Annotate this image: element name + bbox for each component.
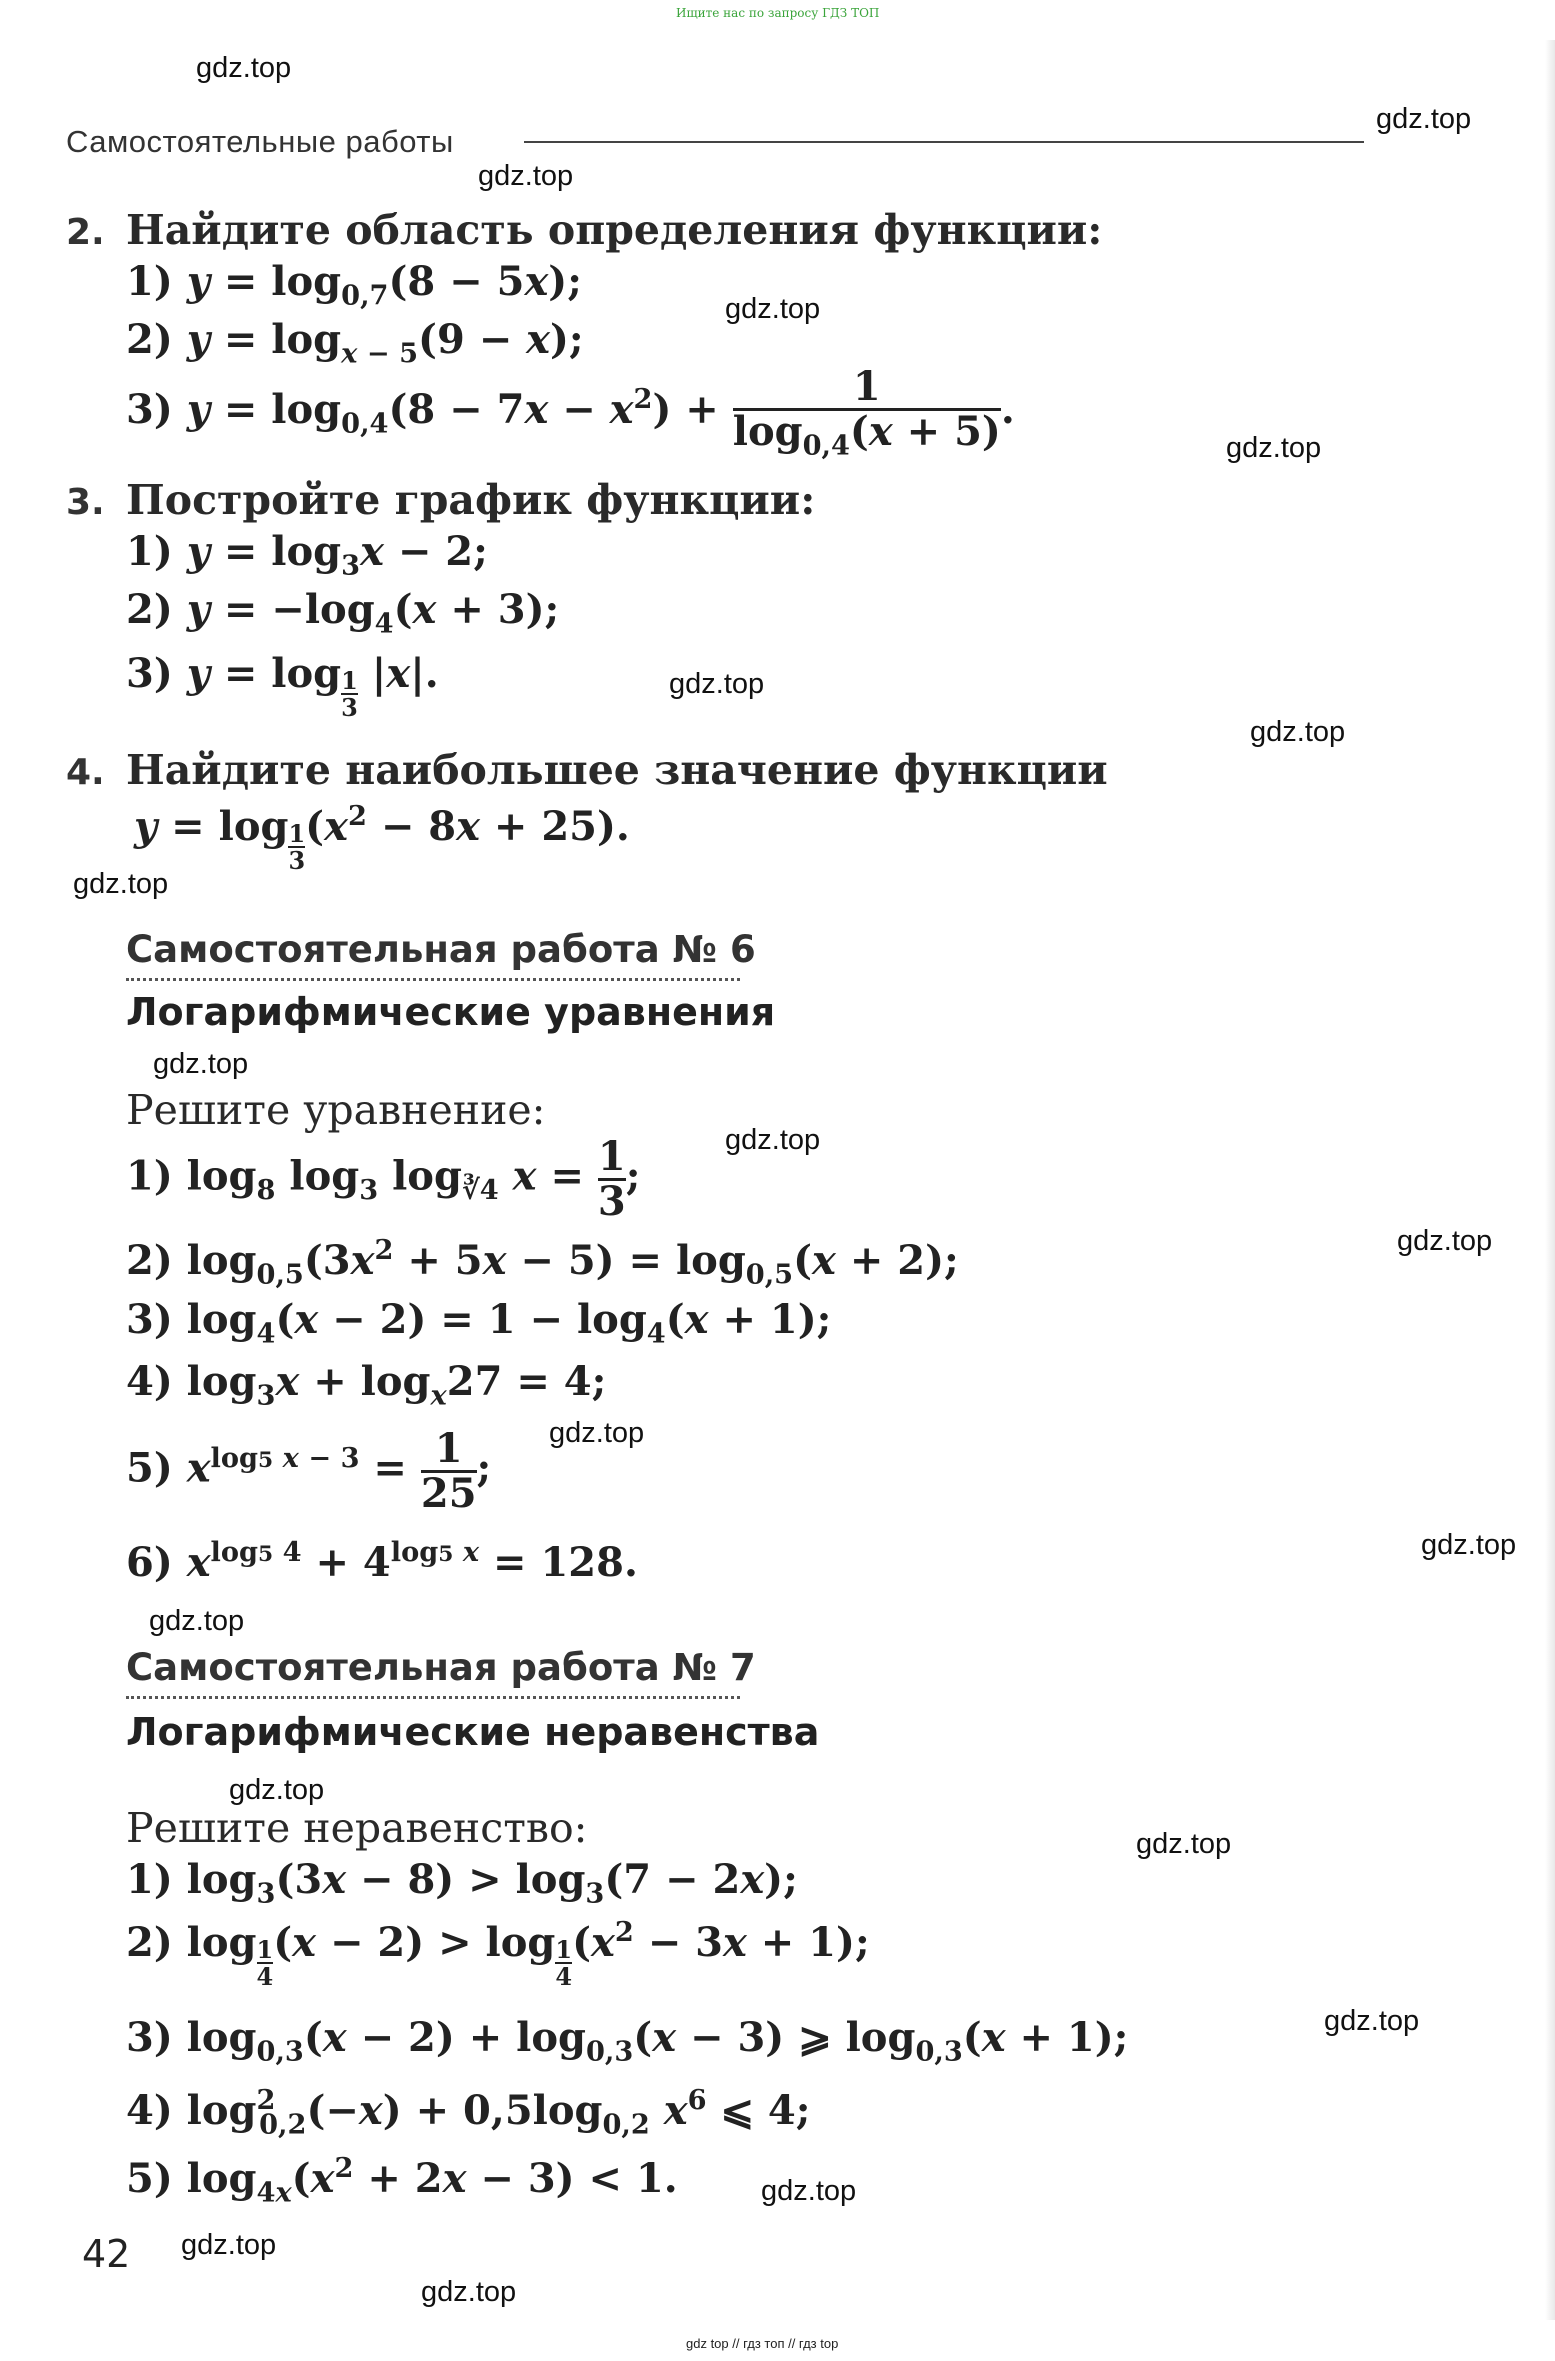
section-title-underline — [126, 1696, 740, 1699]
task-number: 2. — [66, 212, 105, 253]
running-head: Самостоятельные работы — [66, 124, 454, 159]
task-title: Найдите область определения функции: — [126, 206, 1103, 254]
task-item: 2) $y = -\log_4(x + 3)$; — [126, 586, 560, 640]
watermark: gdz.top — [549, 1417, 645, 1449]
equation-item: 1) $\log_8 \log_3 \log_{∛4} x$ = $\frac{1}{3}$ ; — [126, 1133, 641, 1225]
task-item: 2) $y = \log_{x - 5}(9 - x)$; — [126, 316, 584, 370]
section-title: Самостоятельная работа № 6 — [126, 928, 756, 971]
task-number: 4. — [66, 752, 105, 793]
watermark: gdz.top — [196, 52, 292, 84]
section-title: Самостоятельная работа № 7 — [126, 1646, 756, 1689]
watermark: gdz.top — [761, 2175, 857, 2207]
watermark: gdz.top — [725, 293, 821, 325]
equation-item: 6) $x^{log5 4} + 4^{log5 x} = 128$. — [126, 1536, 638, 1586]
task-title: Найдите наибольшее значение функции — [126, 746, 1108, 794]
page-edge-shadow — [1545, 40, 1555, 2320]
inequality-item: 5) $\log_{4x}(x^2 + 2x - 3) < 1$. — [126, 2152, 678, 2209]
section-subtitle: Логарифмические неравенства — [126, 1710, 820, 1754]
task-item: y = log $\frac{1}{3}$ $(x^2 - 8x + 25)$. — [134, 800, 630, 875]
watermark: gdz.top — [421, 2276, 517, 2308]
watermark: gdz.top — [181, 2229, 277, 2261]
watermark: gdz.top — [73, 868, 169, 900]
watermark: gdz.top — [1397, 1225, 1493, 1257]
inequality-item: 4) $\log^2_{0,2}(-x) + 0,5\log_{0,2}$ $x^6$ ⩽ 4; — [126, 2084, 811, 2141]
inequality-item: 2) log $\frac{1}{4}$ (x − 2) > log $\frac{1}{4}$ $(x^2 - 3x + 1)$; — [126, 1916, 870, 1991]
equation-item: 5) $x^{log5 x - 3}$ = $\frac{1}{25}$ ; — [126, 1425, 492, 1517]
inequality-item: 1) $\log_3(3x - 8) > \log_3(7 - 2x)$; — [126, 1856, 798, 1910]
section-title-underline — [126, 978, 740, 981]
watermark: gdz.top — [725, 1124, 821, 1156]
inequality-item: 3) $\log_{0,3}(x - 2) + \log_{0,3}(x - 3)$ ⩾ $\log_{0,3}(x + 1)$; — [126, 2014, 1129, 2068]
equation-item: 4) $\log_3x + \log_x27 = 4$; — [126, 1358, 607, 1412]
watermark: gdz.top — [1250, 716, 1346, 748]
bottom-note: gdz top // гдз топ // гдз top — [686, 2336, 839, 2351]
watermark: gdz.top — [1136, 1828, 1232, 1860]
section-intro: Решите уравнение: — [126, 1086, 546, 1134]
task-item: 3) $y = \log_{0,4}(8 - 7x - x^2)$ + $\frac{1}{\log_{0,4}(x + 5)}$ . — [126, 363, 1015, 462]
watermark: gdz.top — [229, 1774, 325, 1806]
watermark: gdz.top — [149, 1605, 245, 1637]
watermark: gdz.top — [1226, 432, 1322, 464]
equation-item: 3) $\log_4(x - 2) = 1 - \log_4(x + 1)$; — [126, 1296, 832, 1350]
task-item: 1) $y = \log_3x - 2$; — [126, 528, 488, 582]
task-item: 3) y = log $\frac{1}{3}$ |x|. — [126, 650, 439, 722]
page-number: 42 — [82, 2232, 131, 2276]
task-title: Постройте график функции: — [126, 476, 816, 524]
watermark: gdz.top — [478, 160, 574, 192]
watermark: gdz.top — [1376, 103, 1472, 135]
top-search-note: Ищите нас по запросу ГДЗ ТОП — [676, 6, 880, 20]
watermark: gdz.top — [1421, 1529, 1517, 1561]
watermark: gdz.top — [1324, 2005, 1420, 2037]
running-head-rule — [524, 141, 1364, 143]
equation-item: 2) $\log_{0,5}(3x^2 + 5x - 5) = \log_{0,5}(x + 2)$; — [126, 1234, 959, 1291]
watermark: gdz.top — [153, 1048, 249, 1080]
task-item: 1) $y = \log_{0,7}(8 - 5x)$; — [126, 258, 582, 312]
watermark: gdz.top — [669, 668, 765, 700]
section-intro: Решите неравенство: — [126, 1804, 588, 1852]
task-number: 3. — [66, 482, 105, 523]
section-subtitle: Логарифмические уравнения — [126, 990, 776, 1034]
